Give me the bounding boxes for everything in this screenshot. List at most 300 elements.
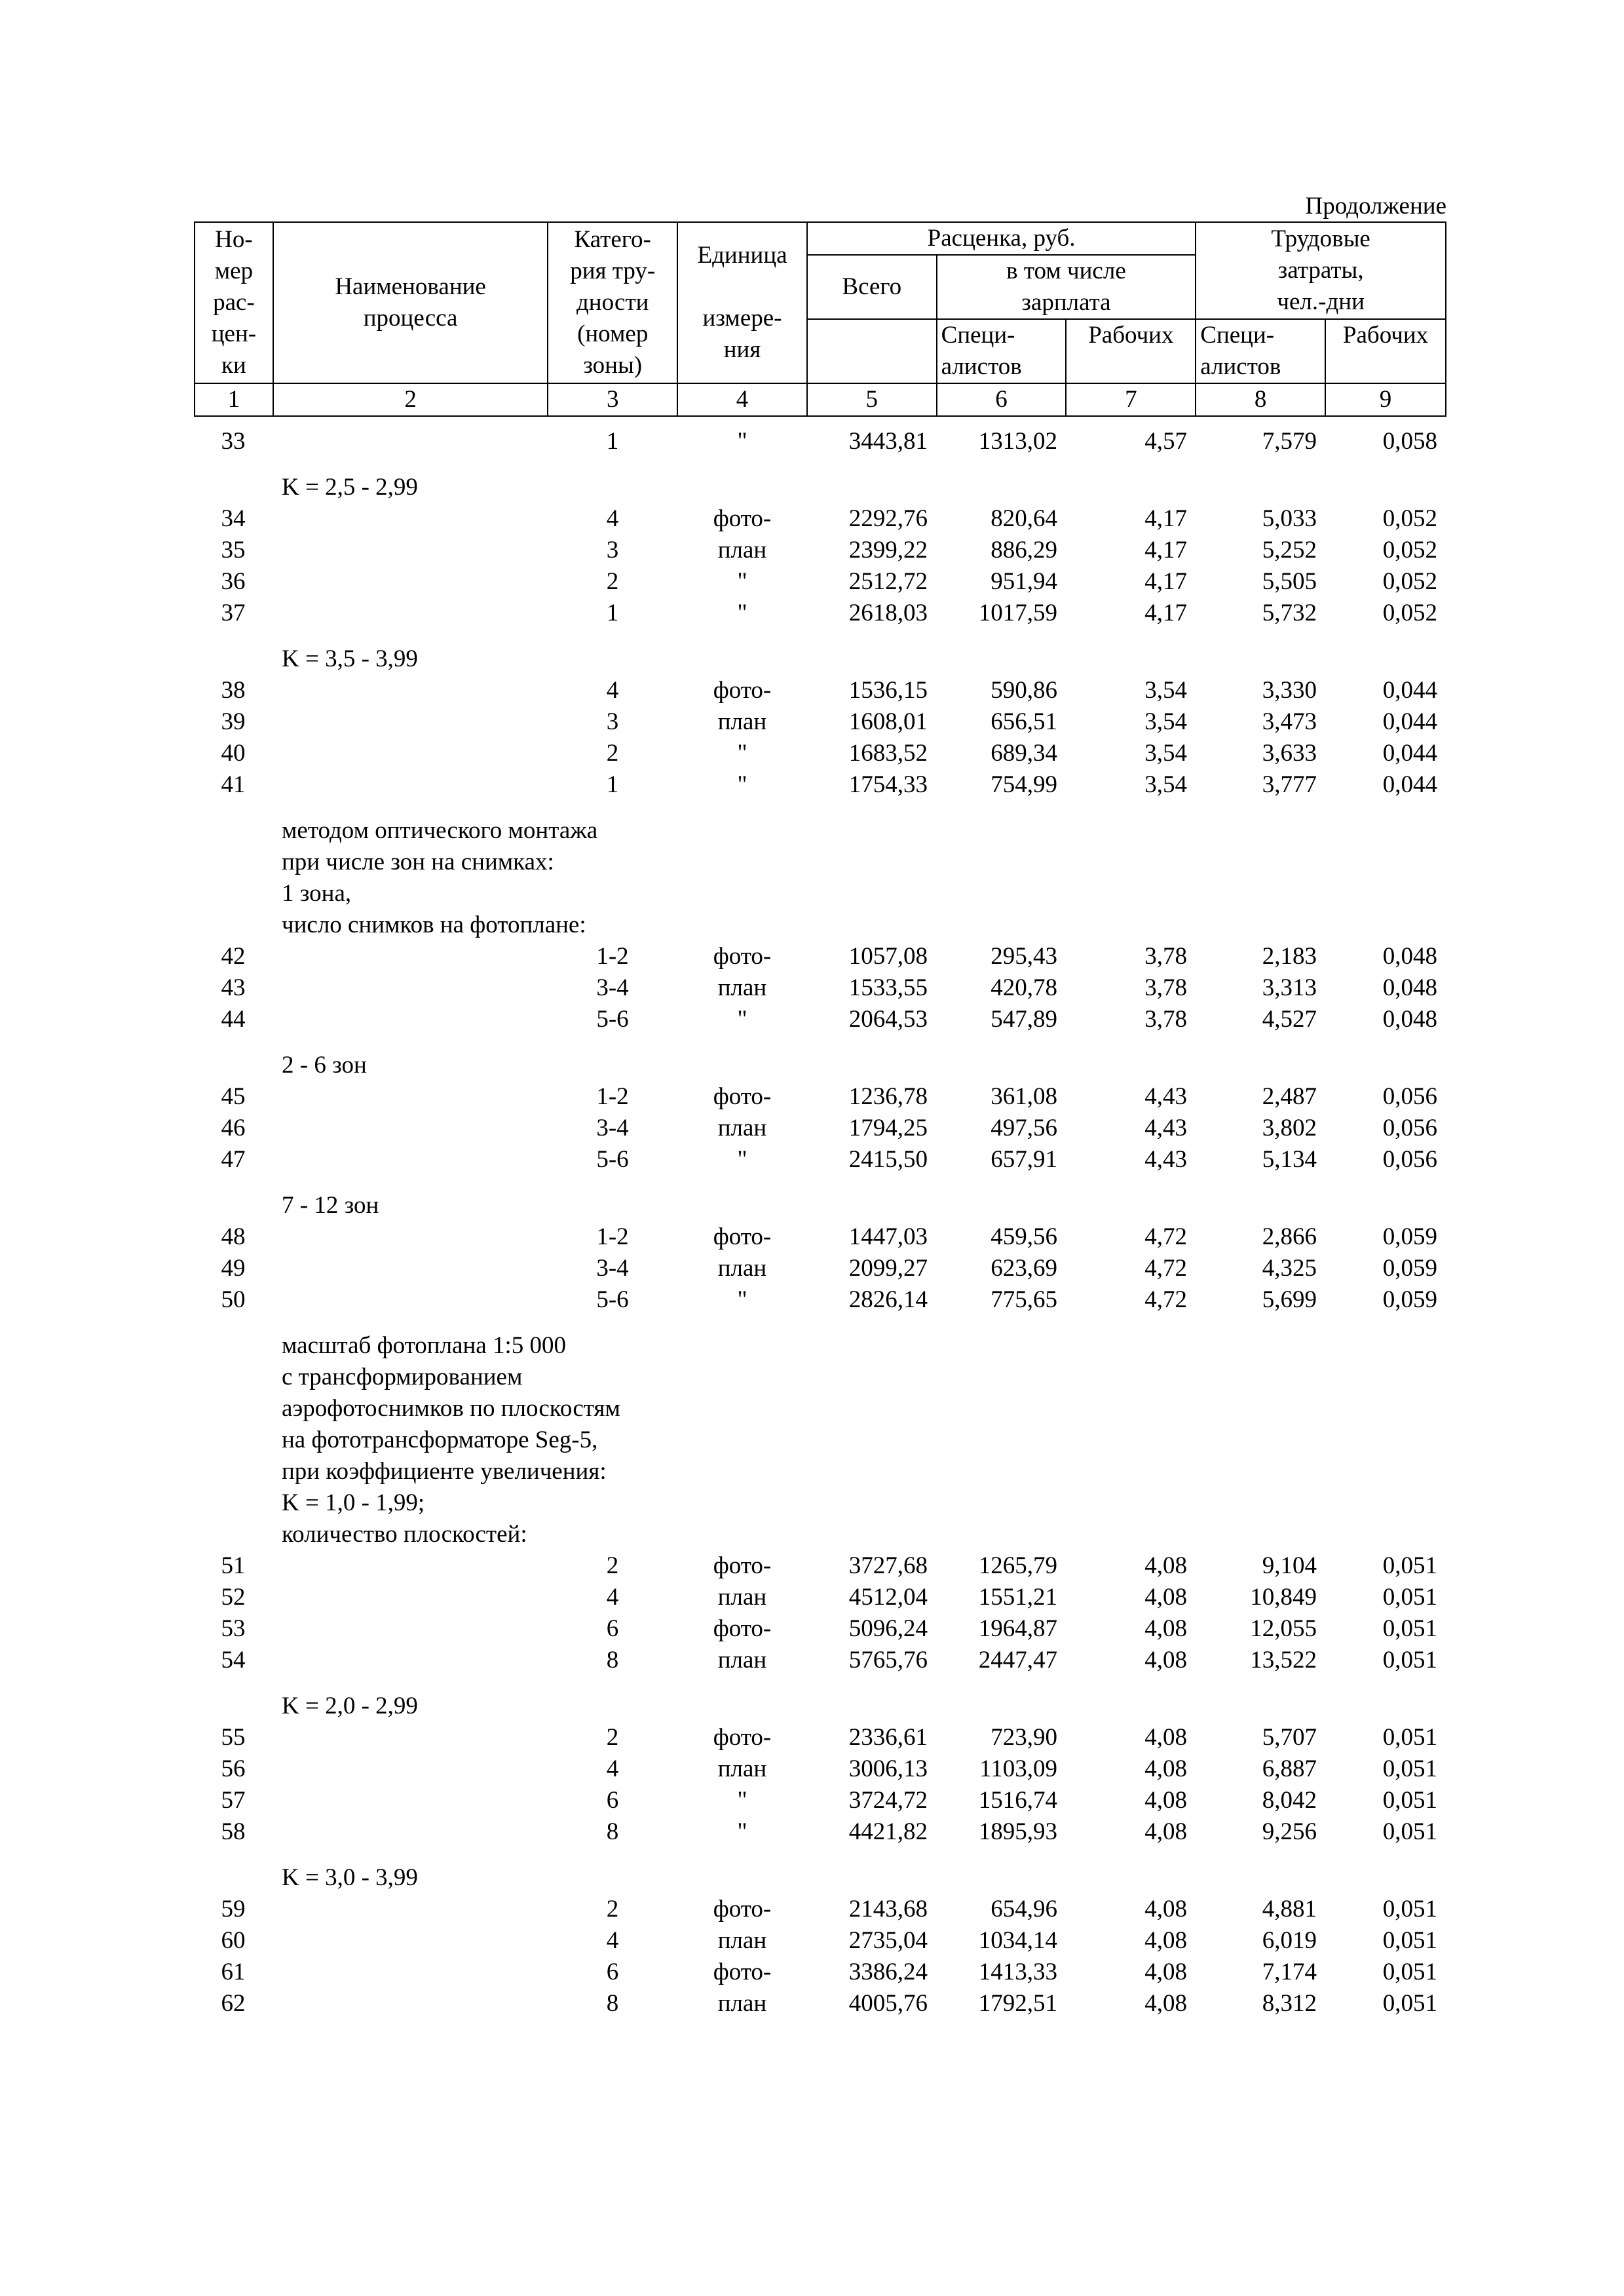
cell-unit: фото-	[713, 677, 772, 704]
cell-salary-specialists: 723,90	[991, 1724, 1057, 1751]
cell-process-name	[273, 1113, 548, 1144]
header-salary-workers: Рабочих	[1066, 319, 1196, 383]
cell-process-name	[273, 738, 548, 769]
table-row	[194, 1925, 1446, 1957]
cell-process-name	[273, 1816, 548, 1848]
cell-process-name	[273, 1081, 548, 1113]
cell-labor-workers: 0,059	[1382, 1255, 1437, 1282]
cell-salary-workers: 4,43	[1144, 1083, 1187, 1110]
table-row	[194, 1645, 1446, 1676]
cell-process-name	[273, 1925, 548, 1957]
table-row	[194, 675, 1446, 706]
cell-rate-number: 58	[221, 1818, 246, 1845]
cell-labor-specialists: 3,330	[1262, 677, 1317, 704]
cell-total: 1057,08	[848, 943, 928, 970]
cell-total: 2143,68	[848, 1896, 928, 1923]
process-description-line	[194, 1316, 1446, 1362]
cell-rate-number: 45	[221, 1083, 246, 1110]
cell-salary-specialists: 1017,59	[978, 600, 1057, 626]
table-row	[194, 972, 1446, 1004]
description-text: на фототрансформаторе Seg-5,	[282, 1426, 598, 1453]
cell-unit: фото-	[713, 1615, 772, 1642]
cell-labor-workers: 0,051	[1382, 1552, 1437, 1579]
cell-category: 6	[606, 1787, 619, 1814]
cell-unit: план	[717, 1755, 767, 1782]
group-label: K = 2,5 - 2,99	[282, 474, 418, 501]
cell-process-name	[273, 941, 548, 972]
cell-unit: "	[737, 771, 747, 798]
table-header	[194, 221, 1446, 417]
description-text: аэрофотоснимков по плоскостям	[282, 1395, 620, 1422]
cell-salary-specialists: 1103,09	[979, 1755, 1057, 1782]
cell-rate-number: 57	[221, 1787, 246, 1814]
cell-labor-workers: 0,044	[1382, 740, 1437, 767]
cell-labor-specialists: 5,033	[1262, 505, 1317, 532]
cell-category: 4	[606, 1584, 619, 1611]
cell-process-name	[273, 1957, 548, 1988]
cell-category: 5-6	[596, 1146, 629, 1173]
cell-unit: "	[737, 600, 747, 626]
cell-labor-workers: 0,051	[1382, 1584, 1437, 1611]
cell-total: 2292,76	[848, 505, 928, 532]
process-description-line	[194, 1519, 1446, 1550]
table-row	[194, 1988, 1446, 2019]
header-rate-number: Но- мер рас- цен- ки	[195, 222, 273, 383]
cell-rate-number: 36	[221, 568, 246, 595]
cell-category: 3-4	[596, 1255, 629, 1282]
cell-rate-number: 37	[221, 600, 246, 626]
cell-salary-workers: 4,17	[1144, 568, 1187, 595]
cell-labor-workers: 0,059	[1382, 1223, 1437, 1250]
cell-unit: фото-	[713, 1724, 772, 1751]
cell-labor-workers: 0,052	[1382, 568, 1437, 595]
cell-process-name	[273, 1645, 548, 1676]
cell-category: 2	[606, 568, 619, 595]
table-row	[194, 1894, 1446, 1925]
cell-salary-specialists: 361,08	[991, 1083, 1057, 1110]
cell-unit: "	[737, 1146, 747, 1173]
table-row	[194, 769, 1446, 801]
process-description-line	[194, 1487, 1446, 1519]
cell-total: 3727,68	[848, 1552, 928, 1579]
cell-salary-specialists: 754,99	[991, 771, 1057, 798]
cell-labor-workers: 0,044	[1382, 677, 1437, 704]
cell-unit: "	[737, 1286, 747, 1313]
cell-salary-specialists: 654,96	[991, 1896, 1057, 1923]
cell-salary-specialists: 951,94	[991, 568, 1057, 595]
cell-category: 6	[606, 1615, 619, 1642]
cell-process-name	[273, 1221, 548, 1253]
cell-labor-specialists: 3,777	[1262, 771, 1317, 798]
table-row	[194, 535, 1446, 566]
cell-labor-specialists: 3,802	[1262, 1115, 1317, 1141]
group-label: K = 3,5 - 3,99	[282, 645, 418, 672]
cell-process-name	[273, 1894, 548, 1925]
cell-rate-number: 35	[221, 537, 246, 564]
cell-total: 2618,03	[848, 600, 928, 626]
cell-labor-specialists: 3,633	[1262, 740, 1317, 767]
cell-salary-specialists: 1413,33	[978, 1959, 1057, 1985]
cell-salary-workers: 4,72	[1144, 1223, 1187, 1250]
cell-process-name	[273, 1988, 548, 2019]
cell-process-name	[273, 1550, 548, 1582]
cell-salary-workers: 4,08	[1144, 1647, 1187, 1674]
description-text: количество плоскостей:	[282, 1521, 527, 1548]
cell-rate-number: 52	[221, 1584, 246, 1611]
cell-total: 2415,50	[848, 1146, 928, 1173]
cell-rate-number: 41	[221, 771, 246, 798]
cell-unit: план	[717, 1927, 767, 1954]
cell-total: 1608,01	[848, 708, 928, 735]
cell-category: 1-2	[596, 943, 629, 970]
cell-salary-specialists: 1551,21	[978, 1584, 1057, 1611]
group-label: K = 2,0 - 2,99	[282, 1693, 418, 1719]
cell-rate-number: 38	[221, 677, 246, 704]
process-description-line	[194, 801, 1446, 847]
header-difficulty-category: Катего- рия тру- дности (номер зоны)	[548, 222, 677, 383]
cell-labor-workers: 0,051	[1382, 1959, 1437, 1985]
cell-salary-specialists: 657,91	[991, 1146, 1057, 1173]
cell-salary-specialists: 1313,02	[978, 428, 1057, 455]
cell-labor-workers: 0,048	[1382, 974, 1437, 1001]
cell-salary-workers: 4,08	[1144, 1724, 1187, 1751]
cell-category: 5-6	[596, 1286, 629, 1313]
process-description-line	[194, 847, 1446, 878]
table-row	[194, 1785, 1446, 1816]
cell-labor-specialists: 10,849	[1250, 1584, 1317, 1611]
header-column-numbers: 1 2 3 4 5 6 7 8 9	[195, 383, 1446, 416]
cell-salary-workers: 4,08	[1144, 1990, 1187, 2017]
cell-labor-workers: 0,051	[1382, 1647, 1437, 1674]
process-description-line	[194, 1425, 1446, 1456]
cell-salary-workers: 3,78	[1144, 1006, 1187, 1033]
cell-unit: "	[737, 568, 747, 595]
description-text: методом оптического монтажа	[282, 817, 598, 844]
cell-total: 3386,24	[848, 1959, 928, 1985]
cell-category: 8	[606, 1990, 619, 2017]
cell-process-name	[273, 675, 548, 706]
cell-salary-specialists: 623,69	[991, 1255, 1057, 1282]
cell-labor-workers: 0,051	[1382, 1818, 1437, 1845]
cell-category: 2	[606, 740, 619, 767]
continuation-label: Продолжение	[1305, 193, 1446, 220]
group-label: 7 - 12 зон	[282, 1192, 379, 1219]
cell-total: 1754,33	[848, 771, 928, 798]
cell-salary-workers: 4,17	[1144, 505, 1187, 532]
description-text: 1 зона,	[282, 880, 352, 907]
cell-labor-specialists: 4,881	[1262, 1896, 1317, 1923]
cell-unit: план	[717, 708, 767, 735]
cell-salary-workers: 4,08	[1144, 1615, 1187, 1642]
description-text: число снимков на фотоплане:	[282, 911, 586, 938]
cell-salary-specialists: 590,86	[991, 677, 1057, 704]
cell-total: 2336,61	[848, 1724, 928, 1751]
cell-rate-number: 42	[221, 943, 246, 970]
cell-category: 3	[606, 708, 619, 735]
table-row	[194, 1081, 1446, 1113]
table-row	[194, 1113, 1446, 1144]
table-row	[194, 1582, 1446, 1613]
cell-labor-specialists: 4,325	[1262, 1255, 1317, 1282]
table-row	[194, 1253, 1446, 1284]
cell-process-name	[273, 503, 548, 535]
process-description-line	[194, 1393, 1446, 1425]
cell-category: 1	[606, 600, 619, 626]
cell-rate-number: 54	[221, 1647, 246, 1674]
cell-total: 1533,55	[848, 974, 928, 1001]
cell-process-name	[273, 535, 548, 566]
cell-process-name	[273, 1753, 548, 1785]
cell-labor-specialists: 2,183	[1262, 943, 1317, 970]
cell-labor-specialists: 13,522	[1250, 1647, 1317, 1674]
cell-salary-specialists: 1516,74	[978, 1787, 1057, 1814]
cell-rate-number: 43	[221, 974, 246, 1001]
cell-rate-number: 56	[221, 1755, 246, 1782]
cell-labor-specialists: 5,707	[1262, 1724, 1317, 1751]
cell-salary-specialists: 547,89	[991, 1006, 1057, 1033]
group-label: K = 3,0 - 3,99	[282, 1864, 418, 1891]
cell-rate-number: 33	[221, 428, 246, 455]
cell-labor-specialists: 8,042	[1262, 1787, 1317, 1814]
cell-process-name	[273, 706, 548, 738]
table-row	[194, 1722, 1446, 1753]
cell-total: 1794,25	[848, 1115, 928, 1141]
cell-salary-specialists: 689,34	[991, 740, 1057, 767]
cell-labor-workers: 0,051	[1382, 1927, 1437, 1954]
cell-category: 4	[606, 1755, 619, 1782]
cell-salary-specialists: 886,29	[991, 537, 1057, 564]
cell-labor-specialists: 6,019	[1262, 1927, 1317, 1954]
cell-salary-specialists: 420,78	[991, 974, 1057, 1001]
header-labor-specialists: Специ- алистов	[1196, 319, 1325, 383]
cell-salary-workers: 4,43	[1144, 1146, 1187, 1173]
cell-labor-specialists: 12,055	[1250, 1615, 1317, 1642]
cell-salary-workers: 3,78	[1144, 974, 1187, 1001]
cell-labor-workers: 0,051	[1382, 1990, 1437, 2017]
table-row	[194, 1816, 1446, 1848]
cell-category: 3	[606, 537, 619, 564]
cell-labor-workers: 0,059	[1382, 1286, 1437, 1313]
cell-category: 1	[606, 771, 619, 798]
cell-unit: фото-	[713, 1223, 772, 1250]
cell-salary-specialists: 820,64	[991, 505, 1057, 532]
header-labor-workers: Рабочих	[1325, 319, 1446, 383]
cell-process-name	[273, 1284, 548, 1316]
cell-salary-specialists: 1265,79	[978, 1552, 1057, 1579]
cell-salary-workers: 4,57	[1144, 428, 1187, 455]
cell-salary-specialists: 656,51	[991, 708, 1057, 735]
cell-rate-number: 46	[221, 1115, 246, 1141]
table-body	[194, 426, 1446, 2019]
cell-labor-specialists: 3,473	[1262, 708, 1317, 735]
cell-unit: "	[737, 428, 747, 455]
cell-rate-number: 44	[221, 1006, 246, 1033]
table-row	[194, 1284, 1446, 1316]
cell-total: 4512,04	[848, 1584, 928, 1611]
cell-category: 6	[606, 1959, 619, 1985]
table-row	[194, 706, 1446, 738]
cell-labor-specialists: 9,256	[1262, 1818, 1317, 1845]
cell-labor-specialists: 2,487	[1262, 1083, 1317, 1110]
cell-process-name	[273, 426, 548, 457]
cell-process-name	[273, 1613, 548, 1645]
cell-unit: фото-	[713, 1959, 772, 1985]
group-heading	[194, 1848, 1446, 1894]
description-text: масштаб фотоплана 1:5 000	[282, 1332, 566, 1359]
cell-labor-specialists: 5,252	[1262, 537, 1317, 564]
cell-labor-specialists: 5,699	[1262, 1286, 1317, 1313]
cell-labor-workers: 0,058	[1382, 428, 1437, 455]
cell-labor-workers: 0,051	[1382, 1787, 1437, 1814]
cell-process-name	[273, 769, 548, 801]
cell-process-name	[273, 1785, 548, 1816]
cell-labor-specialists: 6,887	[1262, 1755, 1317, 1782]
cell-process-name	[273, 598, 548, 629]
cell-labor-workers: 0,051	[1382, 1615, 1437, 1642]
cell-category: 4	[606, 1927, 619, 1954]
description-text: с трансформированием	[282, 1364, 523, 1390]
cell-salary-workers: 3,54	[1144, 677, 1187, 704]
process-description-line	[194, 1362, 1446, 1393]
cell-category: 3-4	[596, 974, 629, 1001]
cell-labor-specialists: 7,579	[1262, 428, 1317, 455]
cell-category: 8	[606, 1647, 619, 1674]
cell-total: 4005,76	[848, 1990, 928, 2017]
cell-salary-workers: 4,17	[1144, 537, 1187, 564]
cell-salary-workers: 4,08	[1144, 1584, 1187, 1611]
header-rate-group: Расценка, руб.	[807, 222, 1196, 255]
cell-category: 2	[606, 1552, 619, 1579]
cell-unit: "	[737, 1818, 747, 1845]
cell-rate-number: 50	[221, 1286, 246, 1313]
table-row	[194, 738, 1446, 769]
header-unit: Единица измере- ния	[677, 222, 807, 383]
header-labor-costs: Трудовые затраты, чел.-дни	[1196, 222, 1446, 319]
cell-salary-workers: 4,08	[1144, 1552, 1187, 1579]
cell-total: 1683,52	[848, 740, 928, 767]
cell-salary-workers: 3,54	[1144, 708, 1187, 735]
cell-process-name	[273, 1582, 548, 1613]
cell-unit: план	[717, 1647, 767, 1674]
cell-rate-number: 55	[221, 1724, 246, 1751]
cell-category: 2	[606, 1724, 619, 1751]
cell-salary-specialists: 497,56	[991, 1115, 1057, 1141]
cell-labor-workers: 0,051	[1382, 1724, 1437, 1751]
cell-category: 1-2	[596, 1223, 629, 1250]
cell-unit: план	[717, 1255, 767, 1282]
cell-labor-specialists: 3,313	[1262, 974, 1317, 1001]
cell-salary-workers: 4,08	[1144, 1927, 1187, 1954]
cell-labor-workers: 0,052	[1382, 505, 1437, 532]
cell-salary-workers: 3,54	[1144, 771, 1187, 798]
cell-salary-workers: 4,72	[1144, 1255, 1187, 1282]
cell-labor-workers: 0,052	[1382, 600, 1437, 626]
group-heading	[194, 1676, 1446, 1722]
cell-labor-workers: 0,056	[1382, 1115, 1437, 1141]
cell-rate-number: 60	[221, 1927, 246, 1954]
cell-rate-number: 47	[221, 1146, 246, 1173]
header-including-salary: в том числе зарплата	[937, 255, 1196, 319]
cell-salary-workers: 4,08	[1144, 1818, 1187, 1845]
cell-salary-specialists: 1964,87	[978, 1615, 1057, 1642]
cell-total: 2826,14	[848, 1286, 928, 1313]
cell-category: 8	[606, 1818, 619, 1845]
cell-category: 4	[606, 505, 619, 532]
cell-process-name	[273, 1722, 548, 1753]
cell-salary-workers: 3,54	[1144, 740, 1187, 767]
cell-labor-specialists: 5,505	[1262, 568, 1317, 595]
cell-unit: план	[717, 1115, 767, 1141]
cell-labor-specialists: 9,104	[1262, 1552, 1317, 1579]
cell-labor-specialists: 4,527	[1262, 1006, 1317, 1033]
cell-unit: план	[717, 1584, 767, 1611]
cell-process-name	[273, 566, 548, 598]
cell-labor-specialists: 7,174	[1262, 1959, 1317, 1985]
group-heading	[194, 1035, 1446, 1081]
table-row	[194, 566, 1446, 598]
cell-unit: "	[737, 1006, 747, 1033]
cell-unit: план	[717, 974, 767, 1001]
cell-salary-specialists: 1895,93	[978, 1818, 1057, 1845]
group-heading	[194, 1176, 1446, 1221]
cell-unit: фото-	[713, 1896, 772, 1923]
cell-total: 1236,78	[848, 1083, 928, 1110]
cell-labor-specialists: 5,134	[1262, 1146, 1317, 1173]
cell-unit: фото-	[713, 1552, 772, 1579]
cell-labor-workers: 0,044	[1382, 708, 1437, 735]
cell-labor-workers: 0,048	[1382, 943, 1437, 970]
cell-category: 3-4	[596, 1115, 629, 1141]
cell-category: 2	[606, 1896, 619, 1923]
cell-rate-number: 61	[221, 1959, 246, 1985]
cell-total: 5765,76	[848, 1647, 928, 1674]
cell-salary-workers: 4,72	[1144, 1286, 1187, 1313]
cell-salary-specialists: 295,43	[991, 943, 1057, 970]
cell-rate-number: 59	[221, 1896, 246, 1923]
table-row	[194, 503, 1446, 535]
cell-rate-number: 62	[221, 1990, 246, 2017]
cell-total: 2099,27	[848, 1255, 928, 1282]
cell-salary-specialists: 1792,51	[978, 1990, 1057, 2017]
cell-labor-workers: 0,056	[1382, 1083, 1437, 1110]
cell-total: 3443,81	[848, 428, 928, 455]
cell-unit: план	[717, 537, 767, 564]
table-row	[194, 598, 1446, 629]
cell-salary-specialists: 775,65	[991, 1286, 1057, 1313]
cell-salary-specialists: 2447,47	[978, 1647, 1057, 1674]
cell-process-name	[273, 1004, 548, 1035]
cell-total: 5096,24	[848, 1615, 928, 1642]
cell-labor-workers: 0,052	[1382, 537, 1437, 564]
cell-salary-workers: 4,08	[1144, 1787, 1187, 1814]
cell-process-name	[273, 1253, 548, 1284]
table-row	[194, 1957, 1446, 1988]
cell-rate-number: 51	[221, 1552, 246, 1579]
cell-total: 2064,53	[848, 1006, 928, 1033]
cell-rate-number: 53	[221, 1615, 246, 1642]
header-salary-specialists: Специ- алистов	[937, 319, 1067, 383]
process-description-line	[194, 878, 1446, 909]
table-row	[194, 426, 1446, 457]
cell-rate-number: 39	[221, 708, 246, 735]
table-row	[194, 1550, 1446, 1582]
cell-labor-workers: 0,044	[1382, 771, 1437, 798]
cell-total: 1447,03	[848, 1223, 928, 1250]
description-text: K = 1,0 - 1,99;	[282, 1489, 425, 1516]
cell-total: 3006,13	[848, 1755, 928, 1782]
table-row	[194, 941, 1446, 972]
cell-total: 3724,72	[848, 1787, 928, 1814]
